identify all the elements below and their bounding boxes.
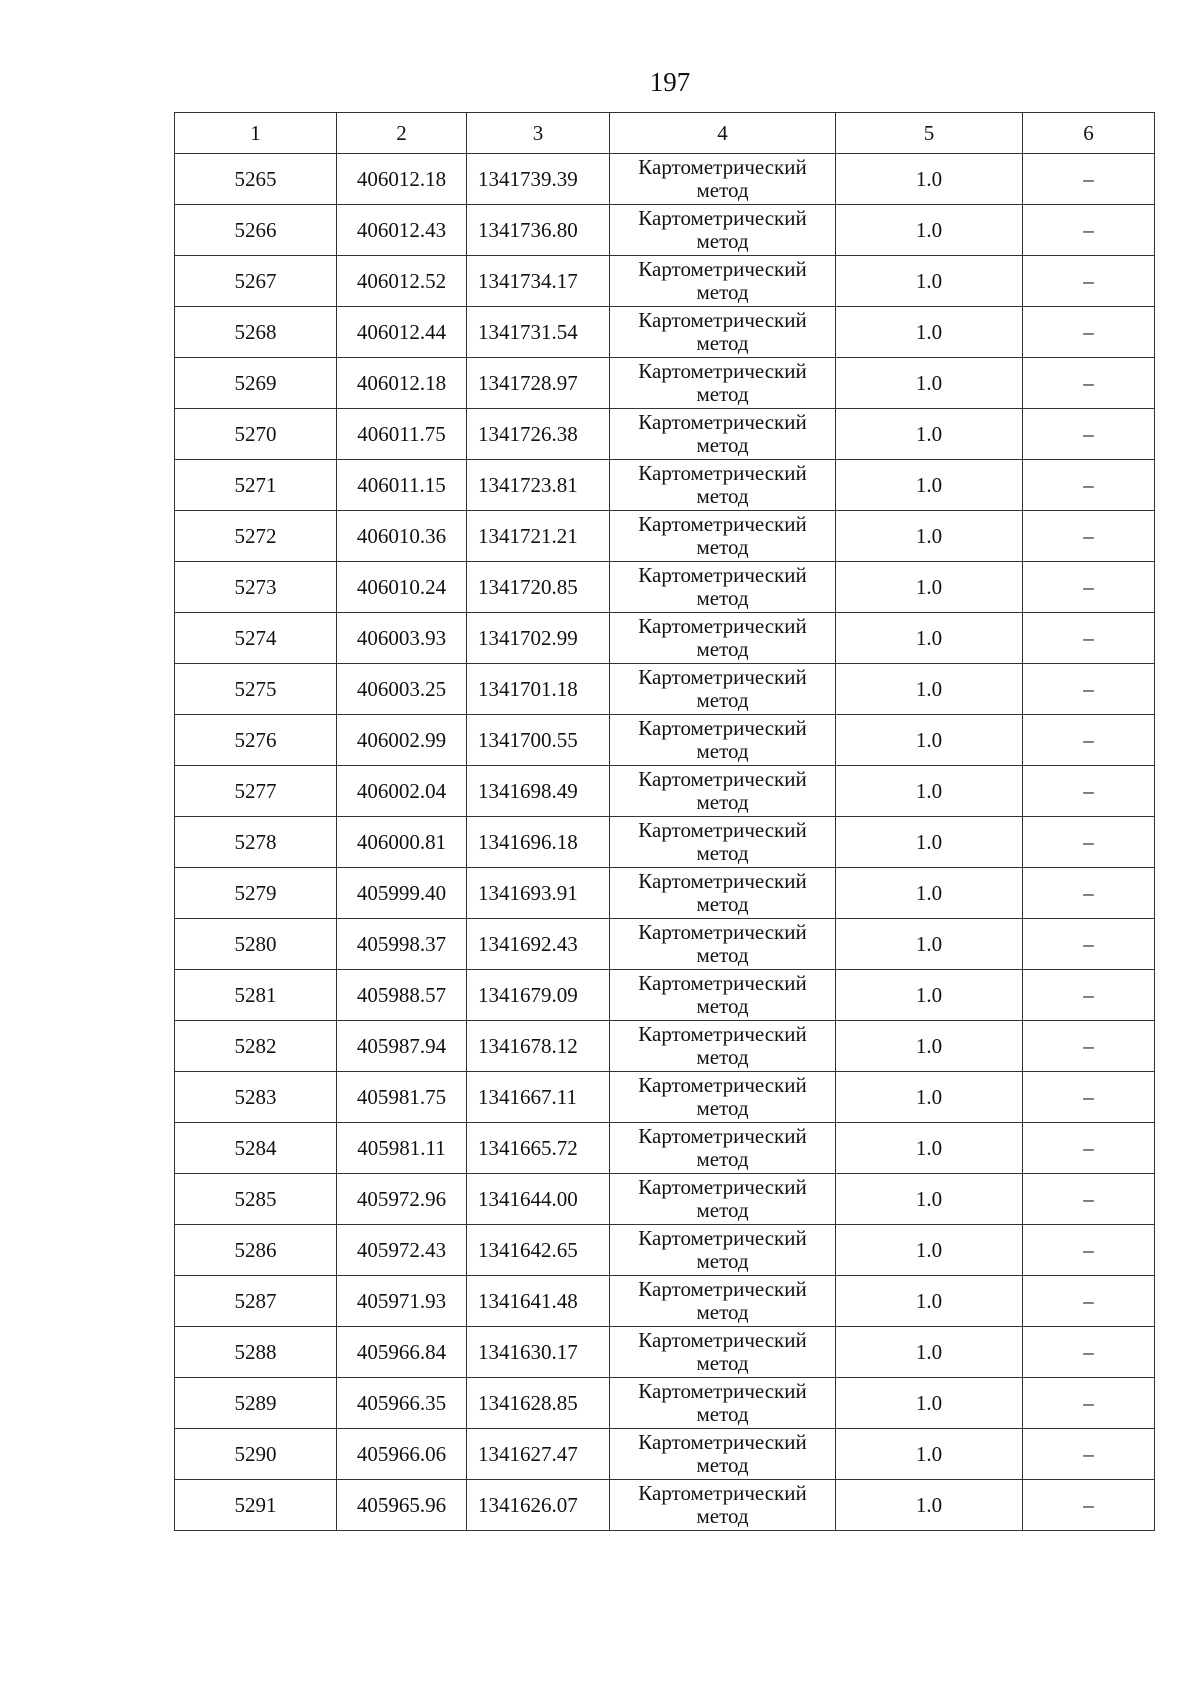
cell-point-number: 5288 xyxy=(175,1327,337,1378)
table-row xyxy=(175,868,1155,919)
cell-coordinate-y: 1341626.07 xyxy=(467,1480,610,1531)
cell-note: – xyxy=(1023,1429,1155,1480)
table-row xyxy=(175,460,1155,511)
table-row xyxy=(175,409,1155,460)
cell-point-number: 5267 xyxy=(175,256,337,307)
cell-note: – xyxy=(1023,817,1155,868)
method-label-line1: Картометрический xyxy=(638,971,807,995)
method-label-line2: метод xyxy=(696,1300,749,1324)
method-label-line1: Картометрический xyxy=(638,1175,807,1199)
cell-method xyxy=(610,664,836,715)
cell-point-number: 5286 xyxy=(175,1225,337,1276)
table-row xyxy=(175,1123,1155,1174)
cell-note: – xyxy=(1023,1123,1155,1174)
cell-coordinate-y: 1341736.80 xyxy=(467,205,610,256)
table-row xyxy=(175,1021,1155,1072)
cell-coordinate-y: 1341739.39 xyxy=(467,154,610,205)
method-label-line1: Картометрический xyxy=(638,1481,807,1505)
method-label-line2: метод xyxy=(696,790,749,814)
method-label-line1: Картометрический xyxy=(638,563,807,587)
cell-accuracy: 1.0 xyxy=(836,409,1023,460)
cell-point-number: 5274 xyxy=(175,613,337,664)
cell-coordinate-y: 1341644.00 xyxy=(467,1174,610,1225)
method-label-line1: Картометрический xyxy=(638,869,807,893)
cell-accuracy: 1.0 xyxy=(836,1072,1023,1123)
cell-note: – xyxy=(1023,307,1155,358)
method-label-line1: Картометрический xyxy=(638,1379,807,1403)
cell-point-number: 5278 xyxy=(175,817,337,868)
table-row xyxy=(175,919,1155,970)
method-label-line1: Картометрический xyxy=(638,1073,807,1097)
cell-note: – xyxy=(1023,1276,1155,1327)
method-label-line1: Картометрический xyxy=(638,410,807,434)
cell-coordinate-x: 406000.81 xyxy=(337,817,467,868)
column-header-6: 6 xyxy=(1023,113,1155,154)
cell-method xyxy=(610,1429,836,1480)
cell-coordinate-y: 1341720.85 xyxy=(467,562,610,613)
cell-coordinate-x: 405972.96 xyxy=(337,1174,467,1225)
cell-point-number: 5265 xyxy=(175,154,337,205)
column-header-5: 5 xyxy=(836,113,1023,154)
cell-coordinate-y: 1341630.17 xyxy=(467,1327,610,1378)
cell-coordinate-x: 406003.93 xyxy=(337,613,467,664)
cell-note: – xyxy=(1023,1225,1155,1276)
cell-coordinate-x: 405965.96 xyxy=(337,1480,467,1531)
cell-coordinate-x: 406002.04 xyxy=(337,766,467,817)
cell-point-number: 5272 xyxy=(175,511,337,562)
cell-point-number: 5284 xyxy=(175,1123,337,1174)
cell-note: – xyxy=(1023,460,1155,511)
table-body xyxy=(175,154,1155,1531)
cell-method xyxy=(610,1276,836,1327)
table-row xyxy=(175,1429,1155,1480)
method-label-line1: Картометрический xyxy=(638,359,807,383)
cell-method xyxy=(610,562,836,613)
cell-note: – xyxy=(1023,205,1155,256)
cell-note: – xyxy=(1023,970,1155,1021)
method-label-line2: метод xyxy=(696,535,749,559)
cell-accuracy: 1.0 xyxy=(836,1021,1023,1072)
cell-point-number: 5279 xyxy=(175,868,337,919)
table-row xyxy=(175,1174,1155,1225)
cell-accuracy: 1.0 xyxy=(836,868,1023,919)
method-label-line1: Картометрический xyxy=(638,1022,807,1046)
coordinates-table xyxy=(174,112,1155,1531)
cell-accuracy: 1.0 xyxy=(836,1225,1023,1276)
method-label-line1: Картометрический xyxy=(638,206,807,230)
cell-coordinate-y: 1341628.85 xyxy=(467,1378,610,1429)
cell-point-number: 5282 xyxy=(175,1021,337,1072)
cell-accuracy: 1.0 xyxy=(836,1429,1023,1480)
cell-note: – xyxy=(1023,766,1155,817)
table-row xyxy=(175,1276,1155,1327)
cell-method xyxy=(610,613,836,664)
cell-coordinate-x: 406010.24 xyxy=(337,562,467,613)
cell-point-number: 5269 xyxy=(175,358,337,409)
method-label-line1: Картометрический xyxy=(638,818,807,842)
cell-coordinate-y: 1341696.18 xyxy=(467,817,610,868)
cell-method xyxy=(610,1480,836,1531)
method-label-line1: Картометрический xyxy=(638,155,807,179)
cell-coordinate-x: 405987.94 xyxy=(337,1021,467,1072)
cell-method xyxy=(610,766,836,817)
cell-accuracy: 1.0 xyxy=(836,1480,1023,1531)
method-label-line1: Картометрический xyxy=(638,308,807,332)
cell-accuracy: 1.0 xyxy=(836,1123,1023,1174)
cell-coordinate-x: 406003.25 xyxy=(337,664,467,715)
method-label-line1: Картометрический xyxy=(638,257,807,281)
cell-coordinate-x: 405966.35 xyxy=(337,1378,467,1429)
table-row xyxy=(175,817,1155,868)
cell-accuracy: 1.0 xyxy=(836,1174,1023,1225)
method-label-line2: метод xyxy=(696,280,749,304)
cell-accuracy: 1.0 xyxy=(836,256,1023,307)
cell-coordinate-y: 1341698.49 xyxy=(467,766,610,817)
cell-coordinate-x: 406012.18 xyxy=(337,154,467,205)
cell-method xyxy=(610,511,836,562)
cell-method xyxy=(610,715,836,766)
cell-coordinate-y: 1341641.48 xyxy=(467,1276,610,1327)
cell-coordinate-y: 1341642.65 xyxy=(467,1225,610,1276)
cell-point-number: 5290 xyxy=(175,1429,337,1480)
method-label-line2: метод xyxy=(696,331,749,355)
cell-note: – xyxy=(1023,664,1155,715)
table-row xyxy=(175,715,1155,766)
method-label-line2: метод xyxy=(696,586,749,610)
cell-accuracy: 1.0 xyxy=(836,154,1023,205)
table-row xyxy=(175,256,1155,307)
method-label-line2: метод xyxy=(696,1453,749,1477)
method-label-line1: Картометрический xyxy=(638,1226,807,1250)
method-label-line2: метод xyxy=(696,229,749,253)
cell-accuracy: 1.0 xyxy=(836,511,1023,562)
cell-coordinate-y: 1341693.91 xyxy=(467,868,610,919)
cell-method xyxy=(610,1123,836,1174)
cell-coordinate-x: 406012.44 xyxy=(337,307,467,358)
table-row xyxy=(175,358,1155,409)
method-label-line1: Картометрический xyxy=(638,1277,807,1301)
cell-accuracy: 1.0 xyxy=(836,766,1023,817)
cell-point-number: 5289 xyxy=(175,1378,337,1429)
cell-coordinate-x: 405981.11 xyxy=(337,1123,467,1174)
cell-accuracy: 1.0 xyxy=(836,460,1023,511)
method-label-line2: метод xyxy=(696,1096,749,1120)
cell-method xyxy=(610,205,836,256)
cell-point-number: 5277 xyxy=(175,766,337,817)
method-label-line2: метод xyxy=(696,943,749,967)
cell-accuracy: 1.0 xyxy=(836,205,1023,256)
table-row xyxy=(175,664,1155,715)
method-label-line1: Картометрический xyxy=(638,920,807,944)
cell-coordinate-y: 1341731.54 xyxy=(467,307,610,358)
table-row xyxy=(175,562,1155,613)
cell-coordinate-x: 405999.40 xyxy=(337,868,467,919)
cell-method xyxy=(610,256,836,307)
table-row xyxy=(175,154,1155,205)
cell-coordinate-x: 406012.52 xyxy=(337,256,467,307)
table-row xyxy=(175,766,1155,817)
cell-note: – xyxy=(1023,562,1155,613)
cell-coordinate-x: 405971.93 xyxy=(337,1276,467,1327)
cell-accuracy: 1.0 xyxy=(836,1276,1023,1327)
cell-coordinate-y: 1341721.21 xyxy=(467,511,610,562)
cell-coordinate-y: 1341701.18 xyxy=(467,664,610,715)
method-label-line2: метод xyxy=(696,892,749,916)
method-label-line2: метод xyxy=(696,178,749,202)
table-row xyxy=(175,1225,1155,1276)
cell-coordinate-x: 405972.43 xyxy=(337,1225,467,1276)
cell-coordinate-y: 1341702.99 xyxy=(467,613,610,664)
cell-point-number: 5291 xyxy=(175,1480,337,1531)
cell-point-number: 5275 xyxy=(175,664,337,715)
cell-note: – xyxy=(1023,1378,1155,1429)
method-label-line1: Картометрический xyxy=(638,716,807,740)
cell-point-number: 5266 xyxy=(175,205,337,256)
column-header-3: 3 xyxy=(467,113,610,154)
cell-coordinate-y: 1341692.43 xyxy=(467,919,610,970)
method-label-line2: метод xyxy=(696,433,749,457)
cell-coordinate-y: 1341734.17 xyxy=(467,256,610,307)
cell-coordinate-y: 1341700.55 xyxy=(467,715,610,766)
method-label-line1: Картометрический xyxy=(638,1328,807,1352)
cell-accuracy: 1.0 xyxy=(836,1327,1023,1378)
method-label-line1: Картометрический xyxy=(638,614,807,638)
cell-accuracy: 1.0 xyxy=(836,664,1023,715)
method-label-line2: метод xyxy=(696,484,749,508)
cell-coordinate-x: 406011.15 xyxy=(337,460,467,511)
cell-coordinate-x: 405998.37 xyxy=(337,919,467,970)
table-row xyxy=(175,205,1155,256)
cell-point-number: 5280 xyxy=(175,919,337,970)
cell-method xyxy=(610,409,836,460)
cell-note: – xyxy=(1023,715,1155,766)
cell-coordinate-y: 1341726.38 xyxy=(467,409,610,460)
cell-note: – xyxy=(1023,358,1155,409)
method-label-line2: метод xyxy=(696,739,749,763)
method-label-line2: метод xyxy=(696,1045,749,1069)
cell-method xyxy=(610,1021,836,1072)
method-label-line2: метод xyxy=(696,994,749,1018)
cell-point-number: 5285 xyxy=(175,1174,337,1225)
cell-note: – xyxy=(1023,868,1155,919)
cell-method xyxy=(610,1174,836,1225)
cell-accuracy: 1.0 xyxy=(836,715,1023,766)
cell-note: – xyxy=(1023,256,1155,307)
table-row xyxy=(175,1327,1155,1378)
method-label-line2: метод xyxy=(696,1249,749,1273)
cell-point-number: 5287 xyxy=(175,1276,337,1327)
method-label-line1: Картометрический xyxy=(638,512,807,536)
method-label-line2: метод xyxy=(696,1351,749,1375)
cell-accuracy: 1.0 xyxy=(836,919,1023,970)
cell-method xyxy=(610,919,836,970)
cell-point-number: 5268 xyxy=(175,307,337,358)
cell-accuracy: 1.0 xyxy=(836,613,1023,664)
cell-method xyxy=(610,1378,836,1429)
cell-point-number: 5281 xyxy=(175,970,337,1021)
cell-coordinate-x: 406010.36 xyxy=(337,511,467,562)
cell-coordinate-y: 1341679.09 xyxy=(467,970,610,1021)
cell-coordinate-x: 406002.99 xyxy=(337,715,467,766)
cell-accuracy: 1.0 xyxy=(836,970,1023,1021)
cell-coordinate-x: 405966.84 xyxy=(337,1327,467,1378)
cell-point-number: 5271 xyxy=(175,460,337,511)
cell-coordinate-x: 405988.57 xyxy=(337,970,467,1021)
cell-method xyxy=(610,460,836,511)
table-header-row xyxy=(175,113,1155,154)
method-label-line2: метод xyxy=(696,841,749,865)
cell-coordinate-y: 1341665.72 xyxy=(467,1123,610,1174)
cell-point-number: 5273 xyxy=(175,562,337,613)
cell-method xyxy=(610,1225,836,1276)
cell-note: – xyxy=(1023,1327,1155,1378)
page-number: 197 xyxy=(649,67,691,97)
cell-note: – xyxy=(1023,1072,1155,1123)
cell-note: – xyxy=(1023,1021,1155,1072)
cell-coordinate-y: 1341728.97 xyxy=(467,358,610,409)
method-label-line1: Картометрический xyxy=(638,665,807,689)
method-label-line1: Картометрический xyxy=(638,461,807,485)
table-row xyxy=(175,1480,1155,1531)
cell-point-number: 5270 xyxy=(175,409,337,460)
cell-method xyxy=(610,307,836,358)
method-label-line2: метод xyxy=(696,1198,749,1222)
cell-method xyxy=(610,1072,836,1123)
method-label-line1: Картометрический xyxy=(638,1430,807,1454)
cell-coordinate-x: 405981.75 xyxy=(337,1072,467,1123)
cell-method xyxy=(610,1327,836,1378)
cell-accuracy: 1.0 xyxy=(836,358,1023,409)
cell-coordinate-x: 406012.43 xyxy=(337,205,467,256)
cell-coordinate-x: 406011.75 xyxy=(337,409,467,460)
method-label-line2: метод xyxy=(696,637,749,661)
cell-method xyxy=(610,970,836,1021)
table-row xyxy=(175,1072,1155,1123)
method-label-line1: Картометрический xyxy=(638,767,807,791)
method-label-line2: метод xyxy=(696,382,749,406)
column-header-1: 1 xyxy=(175,113,337,154)
cell-coordinate-y: 1341678.12 xyxy=(467,1021,610,1072)
cell-note: – xyxy=(1023,1174,1155,1225)
table-row xyxy=(175,613,1155,664)
cell-note: – xyxy=(1023,511,1155,562)
table-row xyxy=(175,511,1155,562)
table-row xyxy=(175,307,1155,358)
method-label-line2: метод xyxy=(696,1147,749,1171)
cell-coordinate-y: 1341667.11 xyxy=(467,1072,610,1123)
cell-point-number: 5276 xyxy=(175,715,337,766)
cell-note: – xyxy=(1023,154,1155,205)
cell-note: – xyxy=(1023,613,1155,664)
cell-coordinate-y: 1341723.81 xyxy=(467,460,610,511)
cell-accuracy: 1.0 xyxy=(836,817,1023,868)
cell-note: – xyxy=(1023,919,1155,970)
cell-note: – xyxy=(1023,1480,1155,1531)
table-row xyxy=(175,1378,1155,1429)
cell-method xyxy=(610,154,836,205)
cell-point-number: 5283 xyxy=(175,1072,337,1123)
method-label-line2: метод xyxy=(696,1504,749,1528)
cell-accuracy: 1.0 xyxy=(836,562,1023,613)
method-label-line1: Картометрический xyxy=(638,1124,807,1148)
cell-method xyxy=(610,817,836,868)
cell-accuracy: 1.0 xyxy=(836,1378,1023,1429)
cell-method xyxy=(610,358,836,409)
cell-coordinate-x: 406012.18 xyxy=(337,358,467,409)
cell-coordinate-y: 1341627.47 xyxy=(467,1429,610,1480)
method-label-line2: метод xyxy=(696,1402,749,1426)
cell-note: – xyxy=(1023,409,1155,460)
table-row xyxy=(175,970,1155,1021)
method-label-line2: метод xyxy=(696,688,749,712)
column-header-4: 4 xyxy=(610,113,836,154)
cell-accuracy: 1.0 xyxy=(836,307,1023,358)
cell-coordinate-x: 405966.06 xyxy=(337,1429,467,1480)
cell-method xyxy=(610,868,836,919)
column-header-2: 2 xyxy=(337,113,467,154)
